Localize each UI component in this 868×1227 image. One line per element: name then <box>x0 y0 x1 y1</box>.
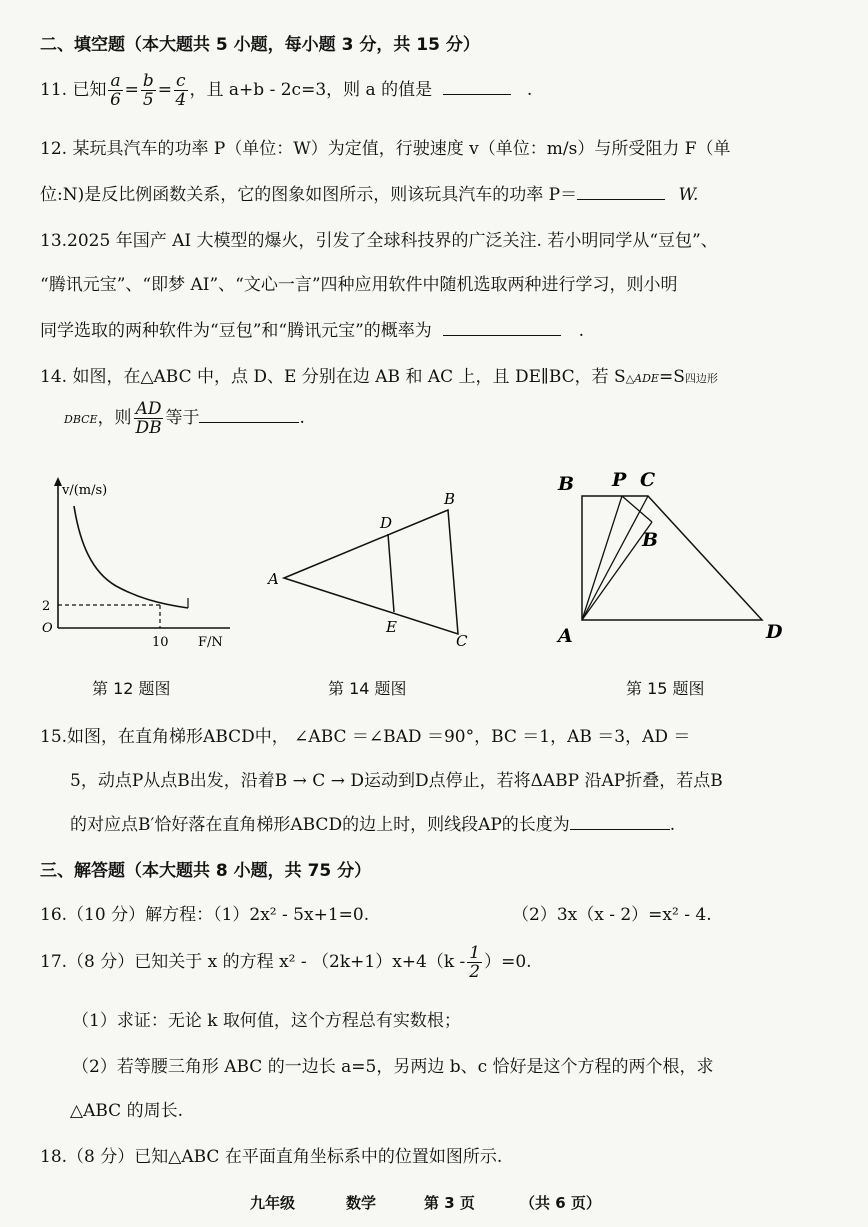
question-13-line1 <box>40 226 718 251</box>
question-13-line3 <box>40 316 584 341</box>
question-16 <box>40 900 369 925</box>
q16-number: 16. <box>40 905 68 925</box>
q17-part2-line2: △ABC 的周长. <box>70 1101 183 1121</box>
fig15-label-a: A <box>558 625 573 647</box>
fig14-label-b: B <box>444 490 456 508</box>
question-15-line2: 5，动点P从点B出发，沿着B → C → D运动到D点停止，若将ΔABP 沿AP折叠，若点B <box>70 771 723 791</box>
fig14-segment-de <box>388 534 394 612</box>
q11-eq2: = <box>157 80 172 100</box>
q14-tail: 等于 <box>165 408 200 428</box>
footer-total: （共 6 页） <box>520 1194 601 1212</box>
fig14-label-e: E <box>386 618 397 636</box>
q17-number: 17. <box>40 952 68 972</box>
fig15-label-b: B <box>558 473 575 495</box>
q15-number: 15. <box>40 727 68 747</box>
q14-answer-blank[interactable] <box>199 408 299 423</box>
section-2-title: 二、填空题（本大题共 5 小题，每小题 3 分，共 15 分） <box>40 35 480 55</box>
q12-line2: 位:N)是反比例函数关系，它的图象如图所示，则该玩具汽车的功率 P＝ <box>40 185 578 205</box>
q15-line1: 如图，在直角梯形ABCD中， ∠ABC ＝∠BAD ＝90°，BC ＝1，AB ＝3，AD ＝ <box>67 727 691 747</box>
figure-15 <box>550 462 800 652</box>
fig15-trapezoid <box>582 496 762 620</box>
question-13-line2: “腾讯元宝”、“即梦 AI”、“文心一言”四种应用软件中随机选取两种进行学习，则小明 <box>40 275 678 295</box>
fig12-xtick: 10 <box>152 635 169 650</box>
q14-sub-dbce: DBCE <box>64 413 98 426</box>
fig15-label-b-prime: B <box>642 529 659 551</box>
q13-end: . <box>578 321 584 341</box>
question-18 <box>40 1142 502 1167</box>
q16-part2: （2）3x（x - 2）=x² - 4. <box>512 905 712 925</box>
fig15-label-d: D <box>766 621 783 643</box>
q12-unit: W. <box>678 185 699 205</box>
footer-page: 第 3 页 <box>424 1194 475 1212</box>
fig14-label-c: C <box>456 632 468 650</box>
q14-number: 14. <box>40 367 68 387</box>
q17-post: ）=0. <box>484 952 532 972</box>
fig14-caption: 第 14 题图 <box>328 679 407 698</box>
question-17 <box>40 944 532 981</box>
question-12-line1 <box>40 134 731 159</box>
fig12-ylabel: v/(m/s) <box>62 483 108 498</box>
fig12-curve <box>74 506 188 608</box>
fig12-origin: O <box>42 621 53 636</box>
q11-eq1: = <box>124 80 139 100</box>
question-14-line2 <box>64 400 305 437</box>
q12-line1: 某玩具汽车的功率 P（单位：W）为定值，行驶速度 v（单位：m/s）与所受阻力 F（单 <box>72 139 731 159</box>
question-12-line2 <box>40 180 698 205</box>
q14-sub-quad: 四边形 <box>684 372 718 385</box>
q17-pre: （8 分）已知关于 x 的方程 x² - （2k+1）x+4（k - <box>67 952 466 972</box>
q11-pre: 已知 <box>72 80 107 100</box>
fig15-caption: 第 15 题图 <box>626 679 705 698</box>
footer-grade: 九年级 <box>250 1194 296 1212</box>
fig15-label-p: P <box>612 469 627 491</box>
q18-text: （8 分）已知△ABC 在平面直角坐标系中的位置如图所示. <box>67 1147 503 1167</box>
fig12-caption: 第 12 题图 <box>92 679 171 698</box>
q18-number: 18. <box>40 1147 68 1167</box>
q13-number: 13. <box>40 231 68 251</box>
q14-line1: 如图，在△ABC 中，点 D、E 分别在边 AB 和 AC 上，且 DE∥BC，若 S <box>72 367 626 387</box>
q17-frac: $\frac{1}{2}$ <box>469 943 481 982</box>
q15-answer-blank[interactable] <box>570 815 670 830</box>
footer-subject: 数学 <box>346 1194 377 1212</box>
fig12-ytick: 2 <box>42 599 51 614</box>
fig15-segment-pb2 <box>622 496 652 522</box>
fig12-y-arrow <box>54 477 62 486</box>
q11-frac-a: $\frac{a}{6}$ <box>110 71 121 110</box>
q13-line1: 2025 年国产 AI 大模型的爆火，引发了全球科技界的广泛关注. 若小明同学从“豆包”、 <box>67 231 718 251</box>
question-11 <box>40 72 532 109</box>
figure-14 <box>262 482 484 652</box>
q14-end: . <box>299 408 305 428</box>
fig15-label-c: C <box>640 469 656 491</box>
fig15-segment-ac <box>582 496 648 620</box>
fig14-label-a: A <box>268 570 279 588</box>
q11-number: 11. <box>40 80 68 100</box>
q17-part2-line1: （2）若等腰三角形 ABC 的一边长 a=5，另两边 b、c 恰好是这个方程的两个根，求 <box>72 1057 714 1077</box>
section-3-title: 三、解答题（本大题共 8 小题，共 75 分） <box>40 861 372 881</box>
q11-tail: ，且 a+b - 2c=3，则 a 的值是 <box>189 80 433 100</box>
q14-then: ，则 <box>97 408 132 428</box>
fig14-triangle <box>284 510 458 634</box>
q16-text: （10 分）解方程：（1）2x² - 5x+1=0. <box>67 905 370 925</box>
q12-number: 12. <box>40 139 68 159</box>
q17-part1: （1）求证：无论 k 取何值，这个方程总有实数根； <box>72 1011 461 1031</box>
q14-frac: $\frac{AD}{DB}$ <box>135 399 162 438</box>
q11-end: . <box>526 80 533 100</box>
q11-frac-b: $\frac{b}{5}$ <box>142 71 154 110</box>
q14-eq-s: =S <box>658 367 685 387</box>
fig14-label-d: D <box>380 514 393 532</box>
fig12-xlabel: F/N <box>198 635 223 650</box>
question-15-line1 <box>40 722 690 747</box>
q12-answer-blank[interactable] <box>577 185 665 200</box>
q11-frac-c: $\frac{c}{4}$ <box>175 71 187 110</box>
fig15-segment-ap <box>582 496 622 620</box>
q14-sub-ade: △ADE <box>625 372 659 385</box>
q13-line3: 同学选取的两种软件为“豆包”和“腾讯元宝”的概率为 <box>40 321 432 341</box>
figure-12 <box>30 474 240 654</box>
q11-answer-blank[interactable] <box>443 80 511 95</box>
q15-line3: 的对应点B′恰好落在直角梯形ABCD的边上时，则线段AP的长度为 <box>70 815 570 835</box>
q13-answer-blank[interactable] <box>443 321 561 336</box>
question-15-line3 <box>70 810 675 835</box>
question-14-line1 <box>40 362 718 387</box>
q15-end: . <box>669 815 676 835</box>
